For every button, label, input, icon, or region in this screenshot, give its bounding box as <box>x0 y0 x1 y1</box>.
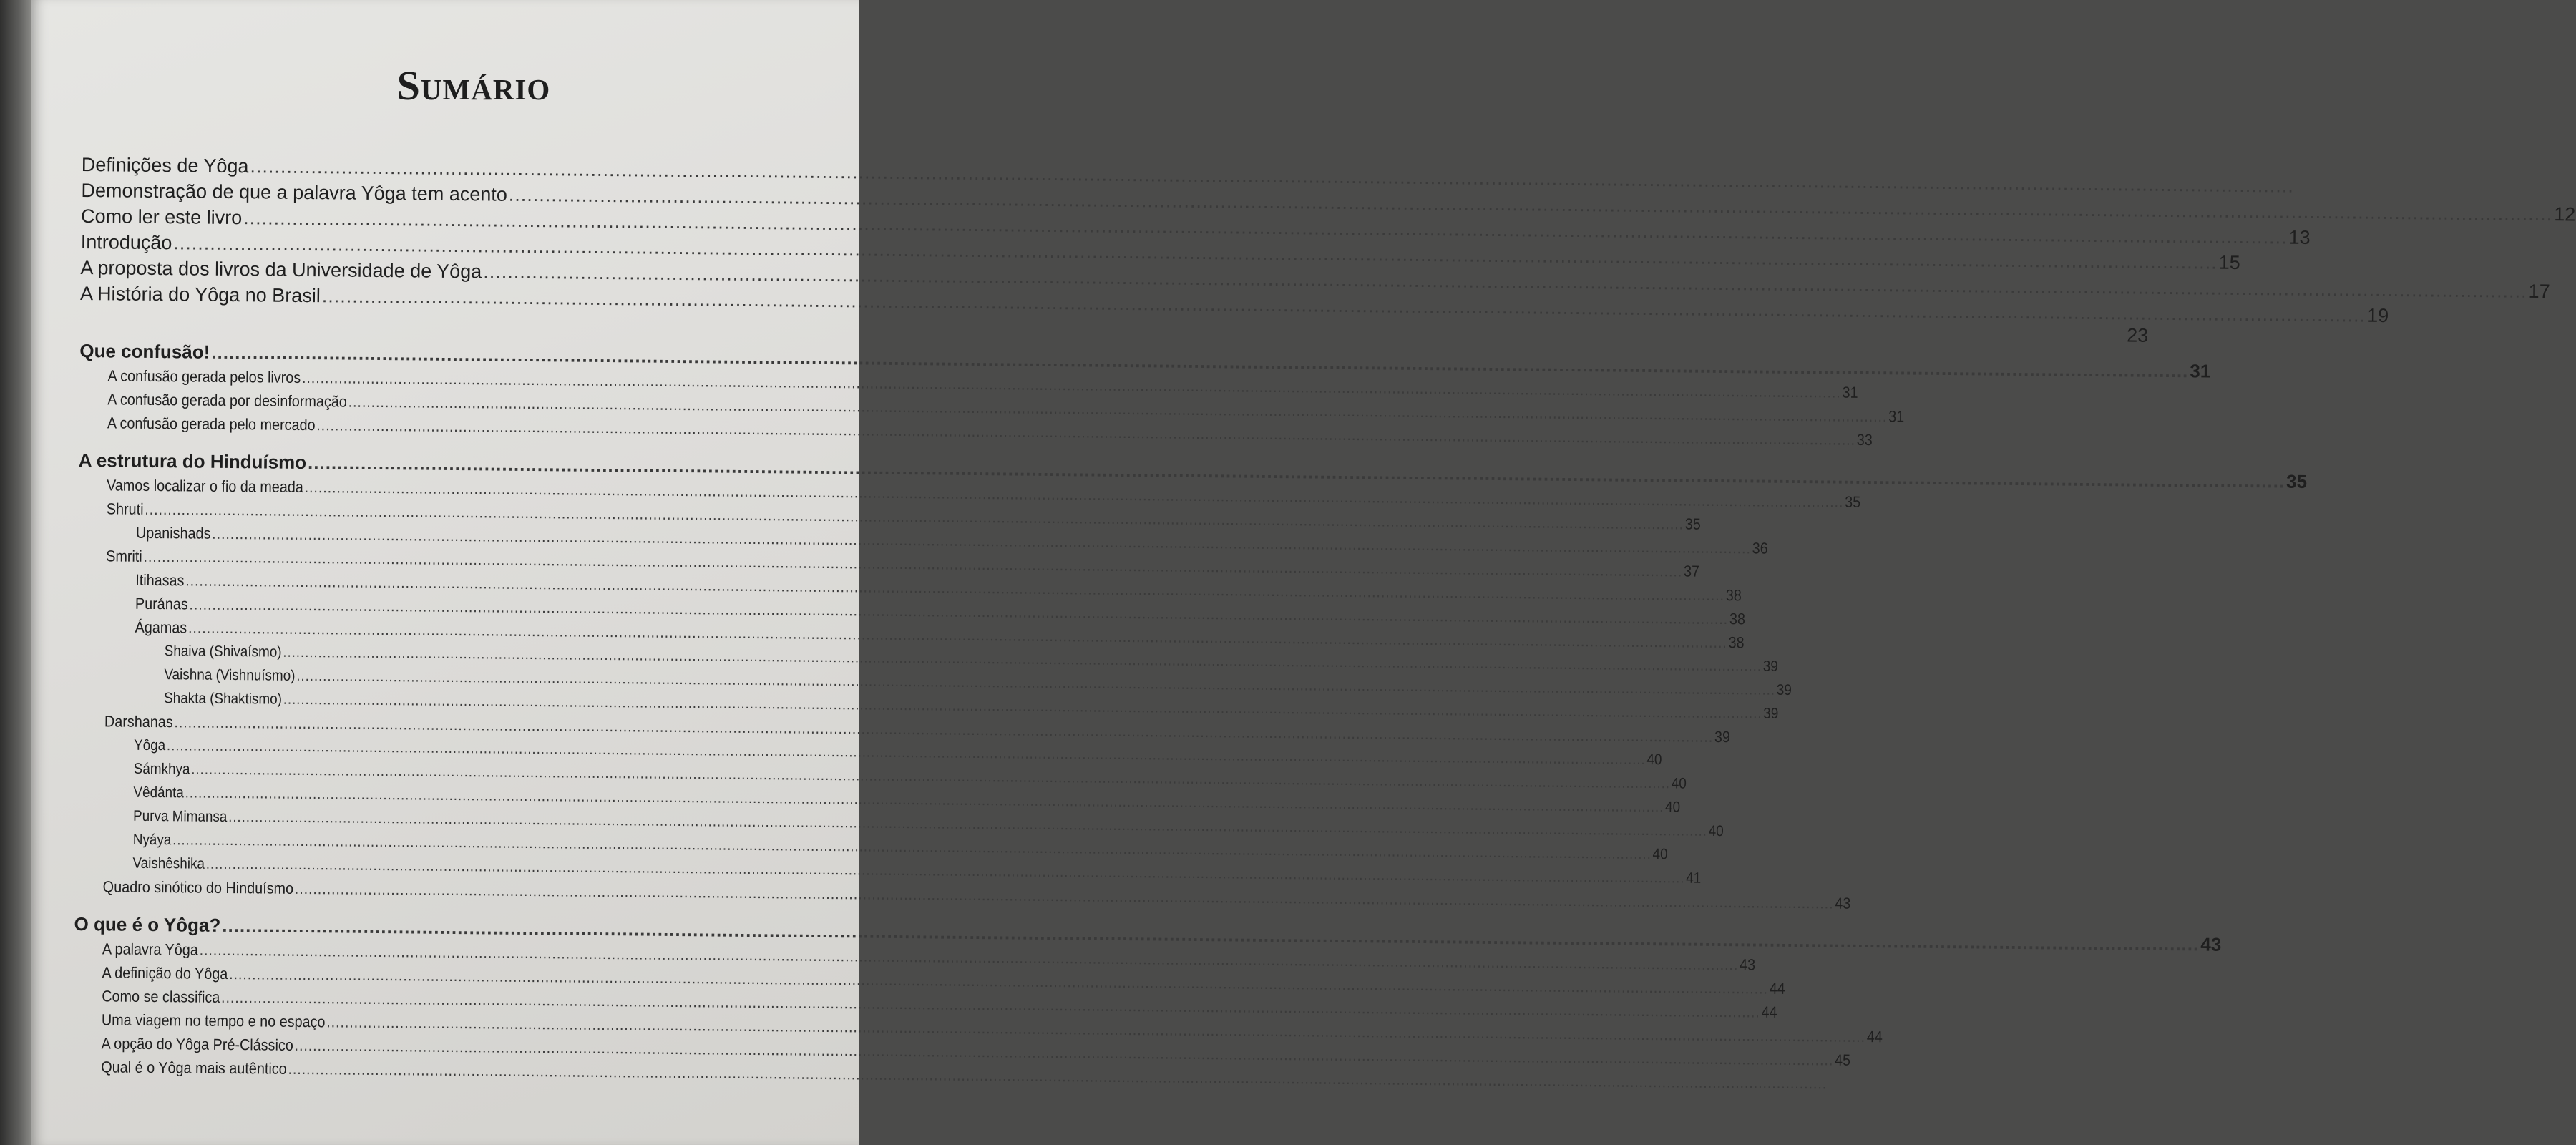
toc-entry-page: 43 <box>2200 933 2222 955</box>
toc-entry-page: 12 <box>2554 203 2576 225</box>
toc-entry-label: Vêdánta <box>133 784 184 802</box>
toc-entry-page: 40 <box>1708 822 1724 840</box>
toc-entry-label: Purva Mimansa <box>132 807 228 825</box>
toc-entry-page: 17 <box>2528 280 2550 303</box>
toc-entry-page: 40 <box>1671 775 1687 792</box>
toc-entry-label: Ágamas <box>135 618 187 637</box>
toc-entry-label: A definição do Yôga <box>102 963 228 983</box>
toc-entry-page: 44 <box>1866 1028 1883 1046</box>
page-title: Sumário <box>396 62 551 109</box>
toc-entry-page: 39 <box>1763 705 1779 722</box>
toc-entry-page: 40 <box>1646 751 1662 769</box>
toc-entry-label: Vaishna (Vishnuísmo) <box>164 666 296 684</box>
toc-entry-label: Shakta (Shaktismo) <box>163 690 283 708</box>
toc-entry-label: A confusão gerada pelos livros <box>107 366 301 386</box>
toc-entry-label: Itihasas <box>135 570 185 590</box>
book-page <box>31 0 2576 1145</box>
toc-entry-label: Sámkhya <box>133 760 190 778</box>
toc-entry-page: 37 <box>1683 562 1700 580</box>
toc-entry-page: 40 <box>1652 846 1668 863</box>
toc-entry-page: 40 <box>1664 799 1681 816</box>
table-of-contents <box>73 152 2576 1086</box>
toc-entry-label: A História do Yôga no Brasil <box>79 282 321 307</box>
toc-entry-label: Upanishads <box>135 523 211 542</box>
toc-entry-label: A estrutura do Hinduísmo <box>78 449 307 474</box>
toc-entry-label: Introdução <box>80 230 172 254</box>
toc-entry-page: 35 <box>2285 470 2308 492</box>
toc-entry-page: 15 <box>2218 251 2240 273</box>
toc-entry-page: 39 <box>1776 681 1792 698</box>
toc-entry-page: 35 <box>1684 515 1701 533</box>
toc-entry-label: Como ler este livro <box>80 205 243 229</box>
toc-entry-label: Darshanas <box>104 712 173 731</box>
toc-entry-label: Yôga <box>133 736 166 754</box>
toc-entry-page: 19 <box>2367 304 2389 326</box>
toc-entry-page: 44 <box>1761 1003 1777 1021</box>
toc-entry-page: 43 <box>1739 955 1756 974</box>
toc-entry-label: Definições de Yôga <box>81 153 249 177</box>
toc-entry-page: 45 <box>1834 1051 1851 1069</box>
toc-entry-page: 31 <box>1842 383 1858 401</box>
toc-entry-page: 23 <box>2127 324 2149 346</box>
toc-entry-label: A confusão gerada pelo mercado <box>107 414 316 434</box>
toc-entry-label: A opção do Yôga Pré-Clássico <box>101 1034 293 1054</box>
toc-entry-page: 31 <box>2190 360 2211 382</box>
toc-entry-label: O que é o Yôga? <box>74 912 221 936</box>
toc-entry-page: 13 <box>2288 226 2311 248</box>
toc-entry-label: Vaishêshika <box>132 854 205 872</box>
toc-entry-page: 38 <box>1728 633 1745 652</box>
toc-entry-label: Uma viagem no tempo e no espaço <box>101 1010 326 1031</box>
toc-entry-label: Qual é o Yôga mais autêntico <box>101 1058 287 1078</box>
toc-entry-label: A proposta dos livros da Universidade de Yôga <box>80 256 482 283</box>
toc-entry-page: 41 <box>1686 869 1702 887</box>
toc-entry-page: 38 <box>1729 610 1746 628</box>
toc-entry-page: 43 <box>1835 894 1851 912</box>
toc-entry-page: 33 <box>1856 430 1873 449</box>
toc-entry-label: A confusão gerada por desinformação <box>107 390 348 411</box>
toc-entry-label: Vamos localizar o fio da meada <box>107 476 304 496</box>
toc-entry-label: Quadro sinótico do Hinduísmo <box>102 877 294 897</box>
toc-entry-page: 39 <box>1762 658 1778 675</box>
toc-entry-label: Shaiva (Shivaísmo) <box>164 643 282 661</box>
toc-entry-page: 35 <box>1845 492 1861 511</box>
toc-entry-label: Smriti <box>106 547 142 565</box>
book-spine-shadow <box>0 0 31 1145</box>
toc-entry-page: 31 <box>1888 407 1905 426</box>
toc-entry-page: 44 <box>1769 979 1785 998</box>
toc-entry-label: Que confusão! <box>79 339 210 363</box>
toc-entry-label: Demonstração de que a palavra Yôga tem acento <box>81 179 507 205</box>
toc-entry-label: Shruti <box>106 500 144 518</box>
toc-entry-page: 39 <box>1714 727 1731 746</box>
toc-entry-label: Puránas <box>135 594 188 613</box>
toc-entry-page: 38 <box>1725 586 1742 605</box>
toc-entry-label: Como se classifica <box>102 987 220 1006</box>
toc-entry-page: 36 <box>1752 539 1768 557</box>
toc-entry-label: A palavra Yôga <box>102 940 198 959</box>
toc-entry-label: Nyáya <box>132 831 172 849</box>
